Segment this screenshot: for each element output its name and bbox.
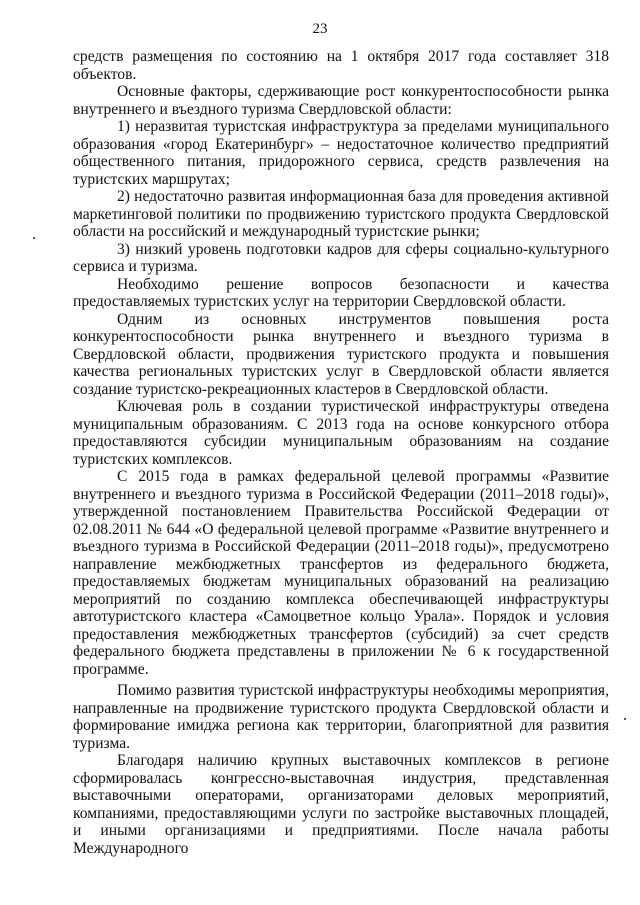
list-item-1: 1) неразвитая туристская инфраструктура за пределами муниципального образования «город Екатеринбург» – недостаточное количество предприятий общественного питания, придорожного сервиса, средств развлечения на туристских маршрутах; — [73, 118, 609, 188]
paragraph-federal-program: С 2015 года в рамках федеральной целевой программы «Развитие внутреннего и въездного туризма в Российской Федерации (2011–2018 годы)», утвержденной постановлением Правительства Российской Федерации от 02.08.2011 № 644 «О федеральной целевой программе «Развитие внутреннего и въездного туризма в Российской Федерации (2011–2018 годы)», предусмотрено направление межбюджетных трансфертов из федерального бюджета, предоставляемых бюджетам муниципальных образований на реализацию мероприятий по созданию комплекса обеспечивающей инфраструктуры автотуристского кластера «Самоцветное кольцо Урала». Порядок и условия предоставления межбюджетных трансфертов (субсидий) за счет средств федерального бюджета представлены в приложении № 6 к государственной программе. — [73, 468, 609, 678]
paragraph-promotion: Помимо развития туристской инфраструктуры необходимы мероприятия, направленные на продвижение туристского продукта Свердловской области и формирование имиджа региона как территории, благоприятной для развития туризма. — [73, 682, 609, 752]
list-item-3: 3) низкий уровень подготовки кадров для сферы социально-культурного сервиса и туризма. — [73, 240, 609, 275]
paragraph-key-role: Ключевая роль в создании туристической инфраструктуры отведена муниципальным образованиям. С 2013 года на основе конкурсного отбора предоставляются субсидии муниципальным образованиям на создание туристских комплексов. — [73, 398, 609, 468]
document-body — [73, 48, 609, 857]
paragraph-continuation: средств размещения по состоянию на 1 октября 2017 года составляет 318 объектов. — [73, 48, 609, 83]
paragraph-instruments: Одним из основных инструментов повышения роста конкурентоспособности рынка внутреннего и въездного туризма в Свердловской области, продвижения туристского продукта и повышения качества региональных туристских услуг в Свердловской области является создание туристско-рекреационных кластеров в Свердловской области. — [73, 310, 609, 398]
paragraph-factors-intro: Основные факторы, сдерживающие рост конкурентоспособности рынка внутреннего и въездного туризма Свердловской области: — [73, 83, 609, 118]
page-number: 23 — [312, 21, 328, 37]
paragraph-exhibitions: Благодаря наличию крупных выставочных комплексов в регионе сформировалась конгрессно-выставочная индустрия, представленная выставочными операторами, организаторами деловых мероприятий, компаниями, предоставляющими услуги по застройке выставочных площадей, и иными организациями и предприятиями. После начала работы Международного — [73, 752, 609, 857]
scan-speck — [33, 237, 35, 239]
paragraph-safety: Необходимо решение вопросов безопасности и качества предоставляемых туристских услуг на территории Свердловской области. — [73, 275, 609, 310]
list-item-2: 2) недостаточно развитая информационная база для проведения активной маркетинговой политики по продвижению туристского продукта Свердловской области на российский и международный туристские рынки; — [73, 188, 609, 240]
scan-speck — [624, 718, 626, 720]
